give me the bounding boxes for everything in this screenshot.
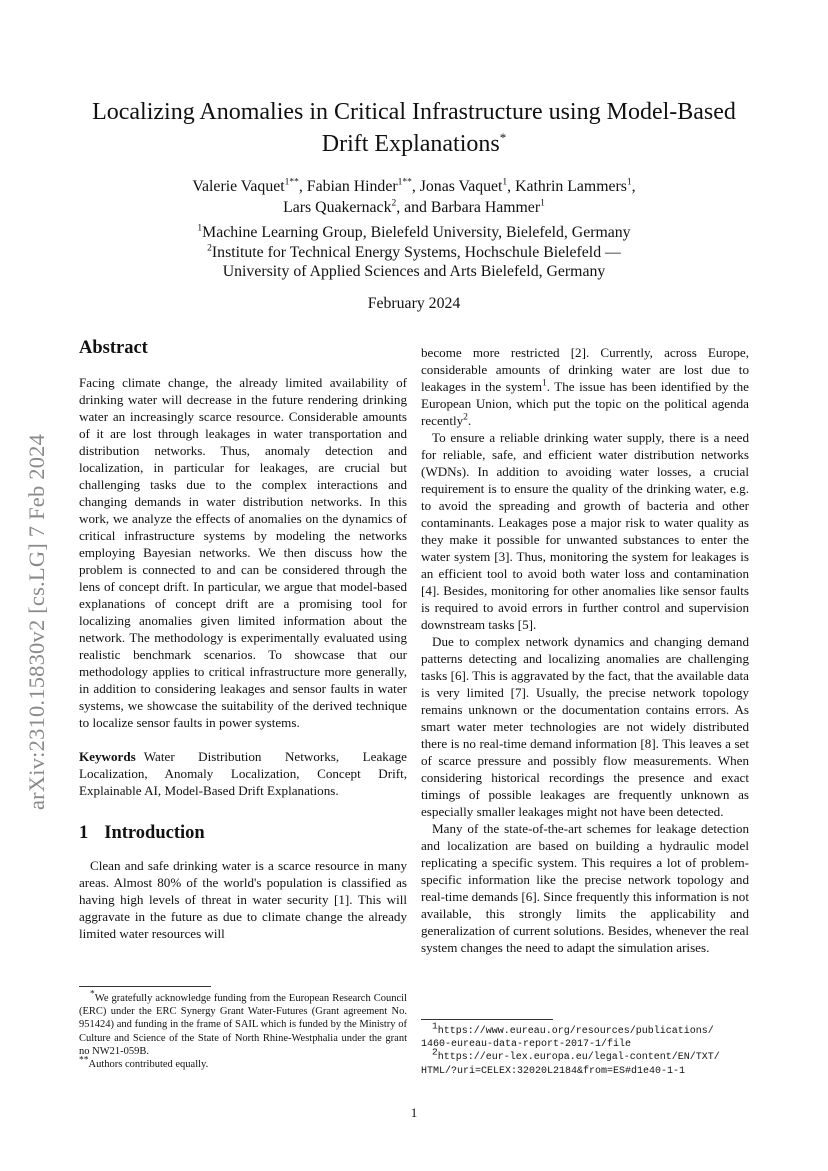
section-heading-introduction xyxy=(79,825,407,842)
authors-line-1: Valerie Vaquet$^{1**}$, Fabian Hinder$^{1**}$, Jonas Vaquet$^1$, Kathrin Lammers$^1$, xyxy=(192,177,636,195)
intro-paragraph-1: Clean and safe drinking water is a scarce resource in many areas. Almost 80% of the world's population is classified as having high levels of threat in water security [1]. This will aggravate in the future as due to climate change the already limited water resources will xyxy=(79,858,407,941)
section-number: 1 xyxy=(79,823,89,843)
footnotes-right xyxy=(421,1019,749,1078)
keywords-text: Water Distribution Networks, Leakage Localization, Anomaly Localization, Concept Drift, Explainable AI, Model-Based Drift Explanations. xyxy=(79,749,407,798)
author-affil-mark: 1** xyxy=(397,177,412,188)
affiliation-2: $^2$Institute for Technical Energy Systems, Hochschule Bielefeld — xyxy=(207,243,621,261)
left-column xyxy=(79,340,407,942)
author: Lars Quakernack xyxy=(283,199,392,216)
arxiv-id-text: arXiv:2310.15830v2 [cs.LG] 7 Feb 2024 xyxy=(24,433,49,811)
author-affil-mark: 2 xyxy=(391,198,397,209)
arxiv-identifier xyxy=(22,372,52,872)
keywords-label: Keywords xyxy=(79,749,136,764)
footnote-2: $^2$https://eur-lex.europa.eu/legal-content/EN/TXT/ HTML/?uri=CELEX:32020L2184&from=ES#d1e40-1-1 xyxy=(421,1047,720,1077)
footnote-funding: *We gratefully acknowledge funding from the European Research Council (ERC) under the ERC Synergy Grant Water-Futures (Grant agreement No. 951424) and funding in the frame of SAIL which is funded by the Ministry of Culture and Science of the State of North Rhine-Westphalia under the grant no NW21-059B. xyxy=(79,989,407,1057)
authors-line-2: Lars Quakernack$^2$, and Barbara Hammer$^1$ xyxy=(283,198,545,216)
author-affil-mark: 1 xyxy=(502,177,508,188)
footnote-ref-2: 2 xyxy=(463,412,468,423)
right-column xyxy=(421,344,749,956)
paper-title xyxy=(78,96,750,160)
author: Valerie Vaquet xyxy=(192,178,285,195)
title-line-2: Drift Explanations xyxy=(321,131,500,157)
footnote-ref-1: 1 xyxy=(542,378,547,389)
keywords xyxy=(79,748,407,799)
author-affil-mark: 1** xyxy=(284,177,299,188)
abstract-text: Facing climate change, the already limited availability of drinking water will decrease in the future rendering drinking water an increasingly scarce resource. Considerable amounts of it are lost through leakages in water transportation and distribution networks. Thus, anomaly detection and localization, in particular for leakages, are crucial but challenging tasks due to the complex interactions and changing demands in water distribution networks. In this work, we analyze the effects of anomalies on the dynamics of critical infrastructure systems by modeling the networks employing Bayesian networks. We then discuss how the problem is connected to and can be considered through the lens of concept drift. In particular, we argue that model-based explanations of concept drift are a promising tool for localizing anomalies given limited information about the network. The methodology is experimentally evaluated using realistic benchmark scenarios. To showcase that our methodology applies to critical infrastructure more generally, in addition to considering leakages and sensor faults in water systems, we showcase the suitability of the derived technique to localize sensor faults in power systems. xyxy=(79,375,407,730)
footnote-1: $^1$https://www.eureau.org/resources/publications/ 1460-eureau-data-report-2017-1/file xyxy=(421,1020,714,1051)
author-list xyxy=(78,176,750,218)
author: Barbara Hammer xyxy=(430,199,541,216)
author-affil-mark: 1 xyxy=(626,177,632,188)
intro-paragraph-1-cont: become more restricted [2]. Currently, across Europe, considerable amounts of drinking water are lost due to leakages in the system$^1$. The issue has been identified by the European Union, which put the topic on the political agenda recently$^2$. xyxy=(421,345,749,428)
intro-paragraph-2: To ensure a reliable drinking water supply, there is a need for reliable, safe, and efficient water distribution networks (WDNs). In addition to avoiding water losses, a crucial requirement is to ensure the quality of the drinking water, e.g. to avoid the spreading and growth of bacteria and other contaminants. Leakages pose a major risk to water quality as they make it possible for unwanted substances to enter the water system [3]. Thus, monitoring the system for leakages is an efficient tool to avoid both water loss and contamination [4]. Besides, monitoring for other anomalies like sensor faults is required to avoid errors in further control and supervision downstream tasks [5]. xyxy=(421,430,749,632)
footnotes-left xyxy=(79,986,407,1071)
footnote-rule xyxy=(79,986,211,987)
affiliations xyxy=(78,223,750,282)
page-number: 1 xyxy=(410,1105,418,1120)
author: Kathrin Lammers xyxy=(515,178,627,195)
footnote-1-url[interactable]: https://www.eureau.org/resources/publications/ xyxy=(437,1026,714,1037)
section-title: Introduction xyxy=(104,823,205,843)
affiliation-2-cont: University of Applied Sciences and Arts Bielefeld, Germany xyxy=(222,263,606,280)
intro-paragraph-3: Due to complex network dynamics and changing demand patterns detecting and localizing anomalies are challenging tasks [6]. This is aggravated by the fact, that the available data is very limited [7]. Usually, the precise network topology remains unknown or the documentation contains errors. As smart water meter technologies are not widely distributed there is no real-time demand information [8]. This leaves a set of scarce pressure and possibly flow measurements. When considering historical recordings the presence and exact timings of possible leakages are frequently unknown as especially smaller leakages might not have been detected. xyxy=(421,634,749,819)
publication-date: February 2024 xyxy=(367,295,461,312)
abstract-heading: Abstract xyxy=(79,338,148,358)
title-line-1: Localizing Anomalies in Critical Infrastructure using Model-Based xyxy=(92,99,736,125)
title-footnote-mark: * xyxy=(499,130,507,145)
footnote-2-url[interactable]: https://eur-lex.europa.eu/legal-content/EN/TXT/ xyxy=(437,1052,720,1064)
affiliation-1: $^1$Machine Learning Group, Bielefeld University, Bielefeld, Germany xyxy=(197,223,631,241)
author: Jonas Vaquet xyxy=(419,178,503,195)
author: Fabian Hinder xyxy=(306,178,398,195)
intro-paragraph-4: Many of the state-of-the-art schemes for leakage detection and localization are based on building a hydraulic model replicating a specific system. This requires a lot of problem-specific information like the precise network topology and real-time demands [6]. Since frequently this information is not available, this strongly limits the applicability and generalization of current solutions. Besides, whenever the real system changes the need to adapt the simulation arises. xyxy=(421,821,749,955)
author-affil-mark: 1 xyxy=(540,198,545,209)
footnote-equal-contribution: **Authors contributed equally. xyxy=(79,1055,209,1071)
footnote-rule xyxy=(421,1019,553,1020)
